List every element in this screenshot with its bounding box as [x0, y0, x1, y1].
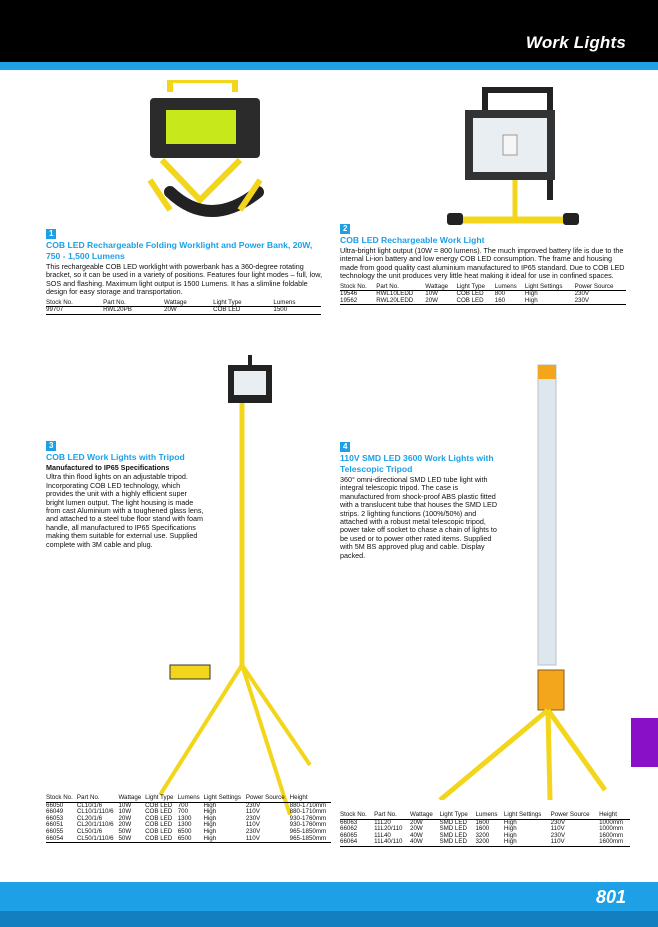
table-cell: 230V	[245, 827, 261, 835]
table-cell: 1000mm	[599, 818, 624, 826]
table-header: Stock No.	[340, 284, 376, 291]
table-cell: 20W	[118, 821, 132, 829]
table-cell: 19562	[340, 298, 376, 305]
table-header: Stock No.	[340, 812, 374, 819]
table-cell: High	[203, 808, 217, 816]
table-cell: 230V	[550, 831, 566, 839]
table-cell: 965-1850mm	[290, 836, 331, 843]
folding-worklight-image	[140, 80, 280, 230]
table-header: Lumens	[273, 300, 321, 307]
product-number: 4	[340, 442, 350, 452]
table-cell: SMD LED	[439, 839, 475, 846]
table-cell: 3200	[475, 831, 490, 839]
table-header: Wattage	[425, 284, 456, 291]
table-cell: 110V	[245, 808, 260, 816]
table-cell: 50W	[118, 836, 145, 843]
table-cell: COB LED	[145, 821, 173, 829]
page-title: Work Lights	[525, 33, 626, 52]
table-header: Power Source	[551, 812, 599, 819]
table-cell: 66064	[340, 839, 374, 846]
table-cell: 110V	[246, 836, 290, 843]
table-cell: 20W	[118, 814, 132, 822]
table-cell: 965-1850mm	[289, 827, 327, 835]
table-cell: High	[203, 827, 217, 835]
table-cell: 66050	[46, 801, 64, 809]
table-cell: High	[503, 831, 517, 839]
table-cell: 110V	[245, 821, 260, 829]
table-cell: 66065	[340, 831, 358, 839]
table-cell: 930-1760mm	[289, 821, 327, 829]
header-stripe	[0, 62, 658, 70]
table-cell: 1600mm	[599, 831, 624, 839]
table-cell: COB LED	[145, 836, 178, 843]
product-section-1	[46, 229, 324, 315]
table-cell: CL50/1/6	[76, 827, 103, 835]
table-cell: 99707	[46, 307, 103, 315]
table-cell: 880-1710mm	[289, 801, 327, 809]
table-header: Wattage	[164, 300, 213, 307]
product-description: Ultra thin flood lights on an adjustable tripod. Incorporating COB LED technology, which provides the unit with a highly efficient super bright lumen output. The light housing is made from cast Aluminium with a toughened glass lens, and attached to a steel tube floor stand with foam handle, all manufactured to IP65 Specifications making them suitable for external use. Supplied complete with 3M cable and plug.	[46, 472, 204, 549]
table-cell: 230V	[245, 814, 261, 822]
table-cell: 1300	[177, 821, 192, 829]
table-header: Power Source	[575, 284, 626, 291]
table-cell: RWL20PB	[103, 307, 164, 315]
table-cell: 66049	[46, 808, 64, 816]
table-cell: High	[203, 836, 245, 843]
table-cell: 10W	[118, 808, 132, 816]
table-cell: COB LED	[145, 801, 173, 809]
table-header: Power Source	[246, 795, 290, 802]
table-cell: 700	[177, 808, 189, 816]
tripod-worklight-image	[140, 335, 320, 815]
table-cell: 930-1760mm	[289, 814, 327, 822]
table-cell: 10W	[118, 801, 132, 809]
table-header: Lumens	[178, 795, 204, 802]
table-header: Part No.	[376, 284, 425, 291]
table-cell: 11L40/110	[374, 839, 410, 846]
table-cell: 66063	[340, 818, 358, 826]
table-header: Wattage	[410, 812, 439, 819]
product-section-2	[340, 224, 630, 305]
table-header: Part No.	[374, 812, 410, 819]
table-cell: 110V	[551, 839, 599, 846]
table-cell: 6500	[178, 836, 204, 843]
table-cell: 230V	[245, 801, 261, 809]
table-cell: 160	[495, 298, 525, 305]
table-cell: 230V	[575, 298, 626, 305]
table-cell: 20W	[410, 825, 423, 833]
table-header: Light Settings	[504, 812, 551, 819]
table-cell: 20W	[410, 818, 423, 826]
table-cell: CL10/1/110/6	[76, 808, 114, 816]
footer-band	[0, 911, 658, 927]
table-cell: CL50/1/110/6	[77, 836, 119, 843]
table-row	[46, 307, 321, 315]
product-table-4	[340, 812, 630, 847]
table-cell: 1000mm	[599, 825, 624, 833]
table-cell: COB LED	[213, 307, 273, 315]
product-number: 3	[46, 441, 56, 451]
table-cell: 50W	[118, 827, 132, 835]
table-cell: 66053	[46, 814, 64, 822]
table-cell: 800	[494, 290, 506, 298]
table-cell: COB LED	[456, 298, 494, 305]
table-header: Stock No.	[46, 795, 77, 802]
table-cell: COB LED	[145, 827, 173, 835]
table-header: Light Type	[213, 300, 273, 307]
table-cell: 1600	[475, 818, 490, 826]
table-row	[340, 839, 630, 846]
table-cell: High	[503, 825, 517, 833]
table-cell: 11L20	[374, 818, 391, 826]
table-cell: RWL20LEDD	[376, 298, 425, 305]
table-header: Height	[290, 795, 331, 802]
table-header: Height	[599, 812, 630, 819]
table-cell: High	[503, 818, 517, 826]
table-row	[340, 298, 626, 305]
table-cell: High	[504, 839, 551, 846]
table-cell: 110V	[550, 825, 565, 833]
table-header: Light Type	[439, 812, 475, 819]
product-description: Ultra-bright light output (10W = 800 lumens). The much improved battery life is due to the internal Li-ion battery and low energy COB LED consumption. The frame and housing made from good quality cast aluminium manufactured to IP65 standard. Due to COB LED technology the unit produces very little heat making it ideal for use in confined spaces.	[340, 246, 625, 281]
table-cell: High	[525, 298, 575, 305]
table-cell: High	[203, 821, 217, 829]
table-cell: 3200	[475, 839, 503, 846]
product-description: 360° omni-directional SMD LED tube light with integral telescopic tripod. The case is manufactured from shock-proof ABS plastic fitted with a translucent tube that houses the SMD LED strips. 2 lighting functions (100%/50%) and attached with a robust metal telescopic tripod, power take off socket to chase a chain of lights to be used or to power other rated items. Supplied with 5M BS approved plug and cable. Display packed.	[340, 475, 498, 560]
product-title: 110V SMD LED 3600 Work Lights with Telescopic Tripod	[340, 453, 494, 474]
table-cell: RWL10LEDD	[376, 290, 414, 298]
table-cell: 230V	[550, 818, 566, 826]
table-row	[46, 836, 331, 843]
table-cell: 20W	[425, 298, 456, 305]
table-cell: CL20/1/6	[76, 814, 103, 822]
product-table	[46, 300, 321, 315]
product-description: This rechargeable COB LED worklight with powerbank has a 360-degree rotating bracket, so it can be used in a variety of positions. Features four light modes – full, low, SOS and flashing. Maximum light output is 1500 Lumens. It has a slimline foldable design for easy storage and transportation.	[46, 262, 323, 297]
product-section-4	[340, 442, 498, 560]
table-cell: SMD LED	[439, 825, 467, 833]
table-cell: 66054	[46, 836, 77, 843]
product-title: COB LED Rechargeable Work Light	[340, 235, 485, 245]
product-section-3	[46, 441, 206, 549]
table-cell: 1300	[177, 814, 192, 822]
table-header: Light Settings	[525, 284, 575, 291]
table-cell: 66055	[46, 827, 64, 835]
table-cell: 700	[177, 801, 189, 809]
product-number: 1	[46, 229, 56, 239]
table-cell: 66051	[46, 821, 64, 829]
table-header: Wattage	[118, 795, 145, 802]
table-cell: 1600	[475, 825, 490, 833]
table-cell: 1600mm	[599, 839, 630, 846]
table-cell: 66062	[340, 825, 358, 833]
table-cell: 11L20/110	[374, 825, 403, 833]
table-cell: CL10/1/6	[76, 801, 103, 809]
product-title: COB LED Work Lights with Tripod	[46, 452, 185, 462]
table-cell: 1500	[273, 307, 321, 315]
table-cell: High	[203, 801, 217, 809]
table-header: Light Settings	[203, 795, 245, 802]
table-header: Light Type	[456, 284, 494, 291]
product-number: 2	[340, 224, 350, 234]
table-cell: 40W	[410, 839, 439, 846]
product-table	[340, 284, 626, 306]
table-cell: SMD LED	[439, 831, 467, 839]
table-cell: High	[524, 290, 538, 298]
table-header: Light Type	[145, 795, 178, 802]
product-subtitle: Manufactured to IP65 Specifications	[46, 463, 170, 472]
tube-tripod-light-image	[420, 360, 610, 800]
table-header: Lumens	[475, 812, 503, 819]
table-cell: COB LED	[456, 290, 484, 298]
rechargeable-worklight-image	[445, 80, 585, 230]
table-cell: 880-1710mm	[289, 808, 327, 816]
table-cell: COB LED	[145, 808, 173, 816]
table-header: Lumens	[495, 284, 525, 291]
table-cell: 20W	[164, 307, 213, 315]
table-header: Stock No.	[46, 300, 103, 307]
table-cell: High	[203, 814, 217, 822]
table-cell: 6500	[177, 827, 192, 835]
table-cell: 19546	[340, 290, 358, 298]
page-number: 801	[595, 887, 626, 907]
table-cell: 230V	[574, 290, 590, 298]
table-cell: CL20/1/110/6	[76, 821, 114, 829]
table-cell: 10W	[425, 290, 439, 298]
product-table-3	[46, 795, 331, 843]
product-title: COB LED Rechargeable Folding Worklight and Power Bank, 20W, 750 - 1,500 Lumens	[46, 240, 313, 261]
section-tab	[631, 718, 658, 767]
table-cell: SMD LED	[439, 818, 467, 826]
table-header: Part No.	[77, 795, 119, 802]
table-header: Part No.	[103, 300, 164, 307]
table-cell: 11L40	[374, 831, 391, 839]
table-cell: COB LED	[145, 814, 173, 822]
table-cell: 40W	[410, 831, 423, 839]
